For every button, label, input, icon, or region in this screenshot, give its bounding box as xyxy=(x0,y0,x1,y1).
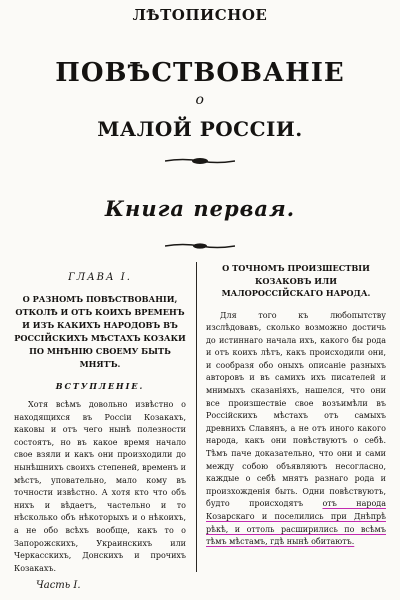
chapter-subtitle: О РАЗНОМЪ ПОВѢСТВОВАНІИ, ОТКОЛѢ И ОТЪ КОИХЪ ВРЕМЕНЪ И ИЗЪ КАКИХЪ НАРОДОВЪ ВЪ РОССІЙСКИХЪ МѢСТАХЪ КОЗАКИ ПО МНѢНІЮ СВОЕМУ БЫТЬ МНЯТЪ. xyxy=(14,294,186,369)
ornament-divider-icon xyxy=(165,154,235,168)
column-divider xyxy=(196,262,197,572)
left-column xyxy=(14,262,186,575)
highlighted-text: отъ народа Козарскаго и поселились при Днѣпрѣ рѣкѣ, и оттоль расширились по всѣмъ тѣмъ мѣстамъ, гдѣ нынѣ обитаютъ. xyxy=(206,499,386,547)
right-column xyxy=(206,262,386,549)
ornament-divider-icon xyxy=(165,239,235,253)
title-line-3: о xyxy=(195,92,205,108)
title-line-2: ПОВѢСТВОВАНІЕ xyxy=(55,58,345,88)
chapter-title: ГЛАВА I. xyxy=(68,272,132,283)
introduction-heading: ВСТУПЛЕНІЕ. xyxy=(55,381,145,391)
left-body-text: Хотя всѣмъ довольно извѣстно о находящихся въ Россіи Козакахъ, каковы и отъ чего нынѣ полезности состоятъ, но въ какое время начало свое взяли и какъ они произходили до нынѣшнихъ своихъ степеней, временъ и мѣстъ, уповательно, мало кому въ точности извѣстно. А хотя кто что объ нихъ и вѣдаетъ, частельно и то нѣсколько объ нѣкоторыхъ и о нѣкоихъ, а не обо всѣхъ вообще, какъ то о Запорожскихъ, Украинскихъ или Черкасскихъ, Донскихъ и прочихъ Козакахъ. xyxy=(14,400,186,573)
right-body-main: Для того къ любопытству изслѣдовавъ, сколько возможно достичь до истиннаго начала ихъ, какого бы рода и отъ коихъ лѣтъ, какъ происходили они, и сообразя обо оныхъ описаніе разныхъ авторовъ и въ самихъ ихъ писателей и мнимыхъ сказаніяхъ, нашелся, что они все произшествіе свое возъимѣли въ Россійскихъ мѣстахъ отъ самыхъ древнихъ Славянъ, а не отъ иного какого народа, какъ они повѣствуютъ о себѣ. Тѣмъ паче доказательно, что они и сами между собою объявляютъ несогласно, каждые о себѣ мнятъ разнаго рода и произхожденія быть. Одни повѣствуютъ, будто происходятъ xyxy=(206,310,386,509)
part-signature: Часть I. xyxy=(36,580,81,591)
book-title: Книга первая. xyxy=(104,196,296,221)
title-line-1: ЛѢТОПИСНОЕ xyxy=(132,6,268,24)
right-body-text xyxy=(206,310,386,549)
title-line-4: МАЛОЙ РОССІИ. xyxy=(97,117,303,141)
right-heading: О ТОЧНОМЪ ПРОИЗШЕСТВІИ КОЗАКОВЪ ИЛИ МАЛОРОССІЙСКАГО НАРОДА. xyxy=(221,263,371,298)
